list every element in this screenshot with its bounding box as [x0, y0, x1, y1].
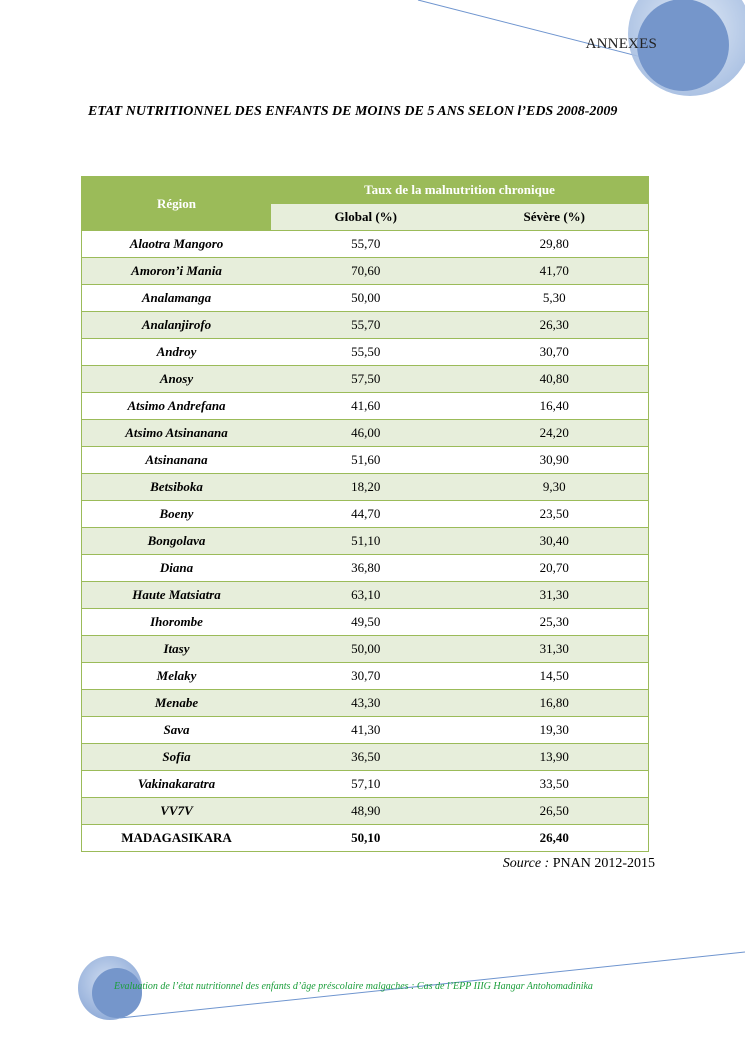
table-row — [82, 231, 649, 258]
global-cell: 48,90 — [271, 798, 460, 825]
global-cell: 36,80 — [271, 555, 460, 582]
total-row — [82, 825, 649, 852]
malnutrition-table — [81, 176, 649, 852]
region-cell: Atsimo Atsinanana — [82, 420, 272, 447]
table-row — [82, 717, 649, 744]
table-row — [82, 366, 649, 393]
global-cell: 50,00 — [271, 636, 460, 663]
table-row — [82, 555, 649, 582]
global-cell: 55,70 — [271, 231, 460, 258]
region-cell: Amoron’i Mania — [82, 258, 272, 285]
region-cell: Anosy — [82, 366, 272, 393]
severe-cell: 26,30 — [460, 312, 648, 339]
table-row — [82, 690, 649, 717]
footer-caption: Evaluation de l’état nutritionnel des enfants d’âge préscolaire malgaches : Cas de l’EPP IIIG Hangar Antohomadinika — [114, 981, 593, 992]
global-cell: 30,70 — [271, 663, 460, 690]
region-cell: Atsinanana — [82, 447, 272, 474]
region-cell: Menabe — [82, 690, 272, 717]
severe-cell: 16,40 — [460, 393, 648, 420]
table-row — [82, 393, 649, 420]
region-cell: Ihorombe — [82, 609, 272, 636]
global-cell: 57,50 — [271, 366, 460, 393]
region-cell: Vakinakaratra — [82, 771, 272, 798]
global-cell: 55,70 — [271, 312, 460, 339]
region-cell: Boeny — [82, 501, 272, 528]
table-row — [82, 798, 649, 825]
total-severe-cell: 26,40 — [460, 825, 648, 852]
region-cell: Diana — [82, 555, 272, 582]
table-row — [82, 339, 649, 366]
region-cell: Sofia — [82, 744, 272, 771]
table-row — [82, 528, 649, 555]
global-cell: 50,00 — [271, 285, 460, 312]
table-row — [82, 258, 649, 285]
severe-cell: 30,70 — [460, 339, 648, 366]
table-row — [82, 501, 649, 528]
region-cell: Atsimo Andrefana — [82, 393, 272, 420]
global-cell: 46,00 — [271, 420, 460, 447]
region-cell: Haute Matsiatra — [82, 582, 272, 609]
global-cell: 44,70 — [271, 501, 460, 528]
severe-column-header: Sévère (%) — [460, 204, 648, 231]
global-cell: 41,60 — [271, 393, 460, 420]
table-row — [82, 312, 649, 339]
total-region-cell: MADAGASIKARA — [82, 825, 272, 852]
severe-cell: 13,90 — [460, 744, 648, 771]
table-row — [82, 285, 649, 312]
table-row — [82, 447, 649, 474]
severe-cell: 26,50 — [460, 798, 648, 825]
region-cell: Melaky — [82, 663, 272, 690]
severe-cell: 40,80 — [460, 366, 648, 393]
severe-cell: 33,50 — [460, 771, 648, 798]
global-cell: 51,60 — [271, 447, 460, 474]
global-cell: 43,30 — [271, 690, 460, 717]
region-cell: Bongolava — [82, 528, 272, 555]
region-cell: Analanjirofo — [82, 312, 272, 339]
header-ornament — [418, 0, 745, 96]
table-row — [82, 474, 649, 501]
region-cell: VV7V — [82, 798, 272, 825]
severe-cell: 19,30 — [460, 717, 648, 744]
table-row — [82, 420, 649, 447]
severe-cell: 30,90 — [460, 447, 648, 474]
malnutrition-group-header: Taux de la malnutrition chronique — [271, 177, 649, 204]
global-cell: 63,10 — [271, 582, 460, 609]
severe-cell: 23,50 — [460, 501, 648, 528]
global-cell: 55,50 — [271, 339, 460, 366]
global-cell: 70,60 — [271, 258, 460, 285]
severe-cell: 14,50 — [460, 663, 648, 690]
severe-cell: 31,30 — [460, 582, 648, 609]
global-cell: 36,50 — [271, 744, 460, 771]
region-cell: Itasy — [82, 636, 272, 663]
severe-cell: 5,30 — [460, 285, 648, 312]
severe-cell: 25,30 — [460, 609, 648, 636]
total-global-cell: 50,10 — [271, 825, 460, 852]
table-row — [82, 744, 649, 771]
source-value: PNAN 2012-2015 — [552, 856, 655, 871]
source-label: Source : — [502, 856, 550, 871]
table-body — [82, 231, 649, 852]
global-cell: 51,10 — [271, 528, 460, 555]
global-cell: 41,30 — [271, 717, 460, 744]
region-cell: Analamanga — [82, 285, 272, 312]
global-cell: 18,20 — [271, 474, 460, 501]
global-column-header: Global (%) — [271, 204, 460, 231]
severe-cell: 31,30 — [460, 636, 648, 663]
section-label: ANNEXES — [585, 36, 657, 52]
severe-cell: 29,80 — [460, 231, 648, 258]
region-cell: Androy — [82, 339, 272, 366]
severe-cell: 41,70 — [460, 258, 648, 285]
global-cell: 49,50 — [271, 609, 460, 636]
severe-cell: 9,30 — [460, 474, 648, 501]
source-note — [503, 856, 655, 872]
region-cell: Betsiboka — [82, 474, 272, 501]
global-cell: 57,10 — [271, 771, 460, 798]
table-row — [82, 636, 649, 663]
region-cell: Sava — [82, 717, 272, 744]
table-row — [82, 771, 649, 798]
table-row — [82, 663, 649, 690]
region-column-header: Région — [82, 177, 272, 231]
table-row — [82, 582, 649, 609]
severe-cell: 24,20 — [460, 420, 648, 447]
severe-cell: 16,80 — [460, 690, 648, 717]
severe-cell: 20,70 — [460, 555, 648, 582]
table-row — [82, 609, 649, 636]
region-cell: Alaotra Mangoro — [82, 231, 272, 258]
severe-cell: 30,40 — [460, 528, 648, 555]
page-title: ETAT NUTRITIONNEL DES ENFANTS DE MOINS DE 5 ANS SELON l’EDS 2008-2009 — [88, 104, 618, 119]
